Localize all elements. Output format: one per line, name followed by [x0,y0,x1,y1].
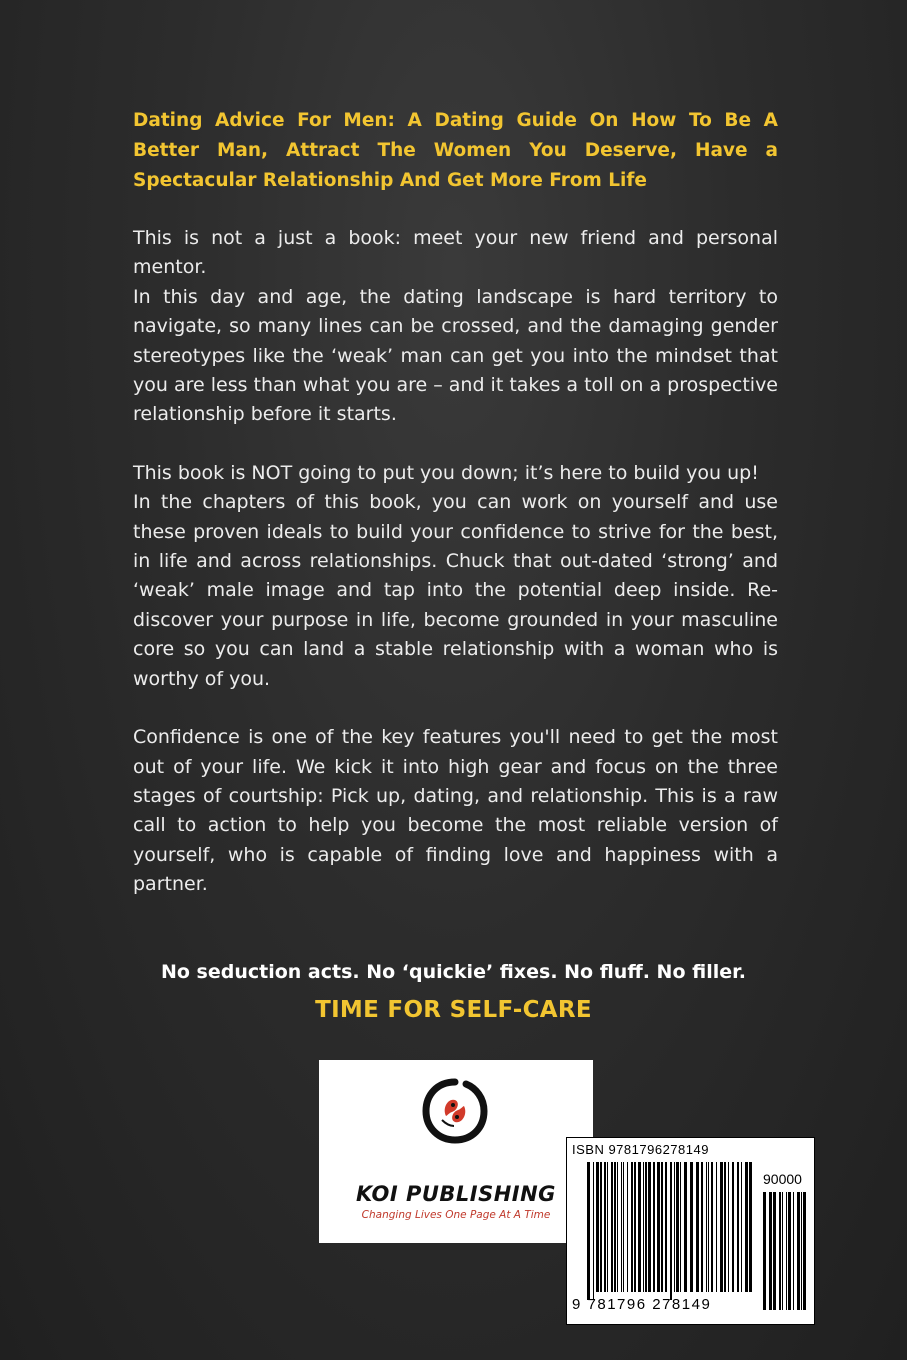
barcode-bar [621,1162,622,1292]
barcode-bar [623,1162,624,1292]
barcode-bar [708,1162,709,1292]
barcode-bar [696,1162,699,1292]
barcode-bar [706,1162,707,1292]
barcode-bar [600,1162,602,1292]
barcode-bar [614,1162,616,1292]
barcode-bar [593,1162,594,1300]
price-code: 90000 [763,1171,802,1187]
tagline: No seduction acts. No ‘quickie’ fixes. No fluff. No filler. [160,961,747,983]
barcode-bar [643,1162,644,1292]
barcode-bar [617,1162,618,1292]
barcode-bar [587,1162,590,1300]
koi-enso-icon [422,1078,488,1144]
barcode-bars [587,1162,755,1300]
barcode-bar [611,1162,613,1292]
barcode-bar [737,1162,739,1292]
addon-barcode-bars [763,1192,808,1310]
barcode-bar [720,1162,723,1292]
blurb-paragraph: Confidence is one of the key features you'll need to get the most out of your life. We kick it into high gear and focus on the three stages of courtship: Pick up, dating, and relationship. This is a raw call to action to help you become the most reliable version of yourself, who is capable of finding love and happiness with a partner. [133,726,778,896]
barcode-digits: 9 781796 278149 [572,1296,712,1313]
call-to-action: TIME FOR SELF-CARE [315,997,592,1023]
barcode-bar [638,1162,641,1292]
addon-bar [773,1192,776,1310]
blurb-paragraph: In the chapters of this book, you can work on yourself and use these proven ideals to build your confidence to strive for the best, in life and across relationships. Chuck that out-dated ‘strong’ and ‘weak’ male image and tap into the potential deep inside. Re-discover your purpose in life, become grounded in your masculine core so you can land a stable relationship with a woman who is worthy of you. [133,491,778,690]
blurb-paragraph: This book is NOT going to put you down; it’s here to build you up! [133,461,759,484]
barcode-bar [627,1162,628,1292]
barcode-bar [701,1162,703,1292]
barcode-bar [741,1162,742,1292]
addon-bar [801,1192,802,1310]
barcode-bar [728,1162,729,1292]
barcode-bar [724,1162,726,1292]
barcode-bar [631,1162,633,1292]
barcode-bar [732,1162,734,1292]
barcode-bar [670,1162,672,1300]
barcode-bar [657,1162,660,1292]
barcode-bar [604,1162,606,1292]
addon-bar [782,1192,783,1310]
addon-bar [788,1192,791,1310]
barcode-bar [690,1162,693,1292]
addon-bar [763,1192,766,1310]
barcode-bar [665,1162,667,1292]
publisher-slogan: Changing Lives One Page At A Time [361,1209,551,1221]
barcode-bar [676,1162,679,1292]
addon-bar [793,1192,794,1310]
isbn-label: ISBN 9781796278149 [572,1142,709,1157]
barcode-bar [661,1162,663,1292]
barcode-bar [634,1162,636,1292]
barcode-bar [711,1162,713,1292]
barcode-bar [648,1162,651,1292]
addon-bar [779,1192,781,1310]
blurb-paragraph: In this day and age, the dating landscape is hard territory to navigate, so many lines can be crossed, and the damaging gender stereotypes like the ‘weak’ man can get you into the mindset that you are less than what you are – and it takes a toll on a prospective relationship before it starts. [133,285,778,426]
barcode-bar [674,1162,675,1292]
barcode-bar [653,1162,655,1292]
barcode-bar [684,1162,687,1292]
barcode-bar [596,1162,599,1292]
barcode-bar [716,1162,717,1292]
isbn-barcode [566,1137,815,1325]
barcode-bar [680,1162,681,1292]
addon-bar [786,1192,787,1310]
blurb-paragraph: This is not a just a book: meet your new friend and personal mentor. [133,227,778,279]
barcode-bar [607,1162,608,1292]
book-title: Dating Advice For Men: A Dating Guide On How To Be A Better Man, Attract The Women You Deserve, Have a Spectacular Relationship And Get More From Life [133,110,778,191]
barcode-bar [749,1162,752,1292]
barcode-bar [645,1162,647,1292]
addon-bar [769,1192,772,1310]
addon-bar [797,1192,800,1310]
addon-bar [803,1192,806,1310]
publisher-name: KOI PUBLISHING [356,1182,556,1206]
publisher-logo-box [319,1060,593,1243]
barcode-bar [745,1162,748,1292]
blurb [133,224,778,900]
